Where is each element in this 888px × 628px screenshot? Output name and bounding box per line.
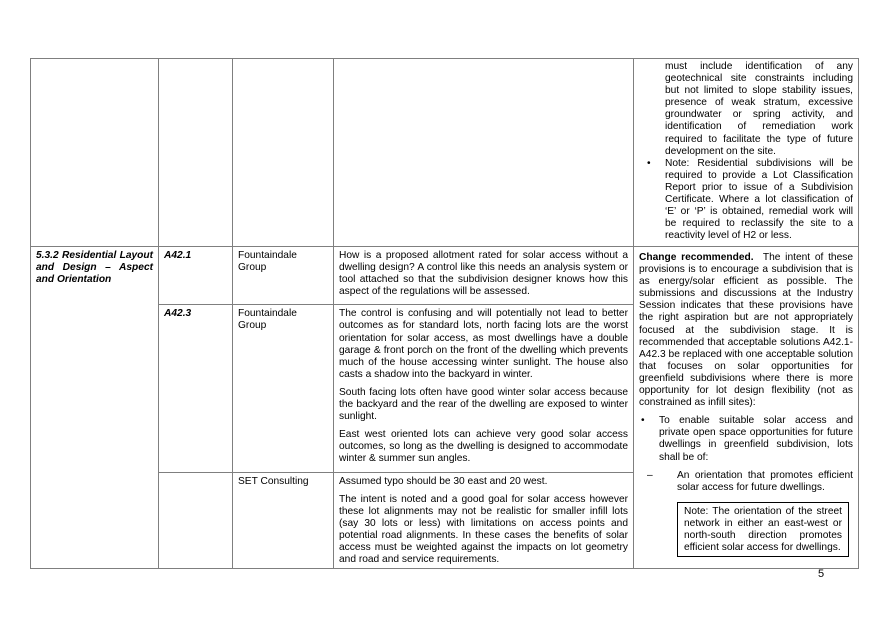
ref-cell-empty [159, 59, 233, 247]
comment-cell-empty [334, 59, 634, 247]
response-lead: Change recommended. [639, 252, 754, 263]
continuation-note: • Note: Residential subdivisions will be required to provide a Lot Classification Report prior to issue of a Subdivision Certificate. Where a lot classification of ‘E’ or ‘P’ is obtained, remedial work will be required to reclassify the site to a reactivity level of H2 or less. [665, 158, 853, 243]
comment-text: The control is confusing and will potentially not lead to better outcomes as for standard lots, north facing lots are the worst orientation for solar access, as most dwellings have a double garage & front porch on the front of the dwelling which prevents much of the house accessing winter sunlight. The house also casts a shadow into the backyard in winter. [339, 308, 628, 380]
ref-cell [159, 247, 233, 305]
table-row [31, 247, 859, 305]
ref-a42-3: A42.3 [164, 308, 192, 320]
submitter-name: SET Consulting [238, 475, 309, 487]
response-note-box: Note: The orientation of the street network in either an east-west or north-south direction promotes efficient solar access for dwellings. [677, 502, 849, 557]
ref-cell [159, 305, 233, 472]
submissions-table [30, 58, 859, 569]
submitter-cell [233, 472, 334, 569]
comment-text: The intent is noted and a good goal for solar access however these lot alignments may not be realistic for smaller infill lots (say 30 lots or less) with limitations on access points and potential road alignments. In these cases the benefits of solar access must be weighted against the impacts on lot geometry and road and service requirements. [339, 493, 628, 566]
submitter-cell-empty [233, 59, 334, 247]
submitter-name: Fountaindale Group [238, 250, 297, 274]
comment-cell [334, 247, 634, 305]
continuation-row [31, 59, 859, 247]
submitter-cell [233, 305, 334, 472]
section-title: 5.3.2 Residential Layout and Design – Aspect and Orientation [36, 250, 153, 286]
section-cell-empty [31, 59, 159, 247]
comment-text: Assumed typo should be 30 east and 20 west. [339, 475, 548, 487]
comment-cell [334, 472, 634, 569]
submitter-cell [233, 247, 334, 305]
ref-cell-empty [159, 472, 233, 569]
ref-a42-1: A42.1 [164, 250, 192, 261]
continuation-text: must include identification of any geotechnical site constraints including but not limited to slope stability issues, presence of weak stratum, excessive groundwater or spring activity, and identification of remediation work required to facilitate the type of future development on the site. [665, 61, 853, 157]
response-continuation-cell [634, 59, 859, 247]
response-text: The intent of these provisions is to encourage a subdivision that is as energy/solar efficient as possible. The submissions and discussions at the Industry Session indicates that these provisions have the right aspiration but are not appropriately focused at the subdivision stage. It is recommended that acceptable solutions A42.1-A42.3 be replaced with one acceptable solution that focuses on solar opportunities for greenfield subdivisions where there is more opportunity for lot design flexibility (not as constrained as infill sites): [639, 252, 854, 409]
response-sub-item: – An orientation that promotes efficient solar access for future dwellings. [639, 470, 853, 494]
response-paragraph [639, 252, 853, 409]
comment-cell [334, 305, 634, 472]
page-number: 5 [818, 568, 825, 580]
comment-text: South facing lots often have good winter solar access because the backyard and the rear of the dwelling are exposed to winter sunlight. [339, 386, 628, 423]
comment-text: East west oriented lots can achieve very good solar access outcomes, so long as the dwelling is designed to accommodate winter & summer sun angles. [339, 429, 628, 465]
response-bullet: • To enable suitable solar access and private open space opportunities for future dwellings in greenfield subdivision, lots shall be of: [659, 415, 853, 463]
comment-text: How is a proposed allotment rated for solar access without a dwelling design? A control like this needs an analysis system or tool attached so that the subdivision designer knows how this aspect of the regulations will be assessed. [339, 250, 628, 298]
section-cell [31, 247, 159, 569]
submitter-name: Fountaindale Group [238, 308, 297, 332]
response-cell [634, 247, 859, 569]
